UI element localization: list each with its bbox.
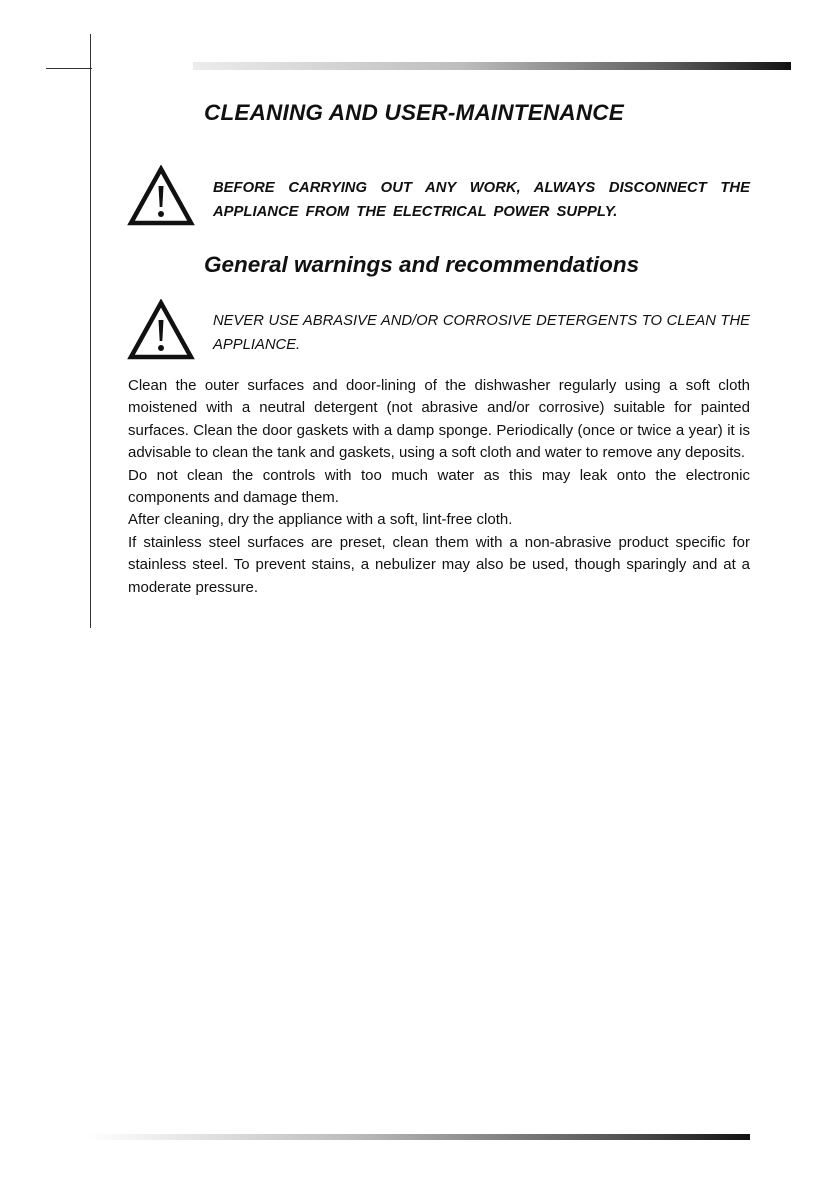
footer-gradient-bar [88,1134,750,1140]
paragraph: After cleaning, dry the appliance with a soft, lint-free cloth. [128,511,513,529]
paragraph: If stainless steel surfaces are preset, clean them with a non-abrasive product specific for stainless steel. To prevent stains, a nebulizer may also be used, though sparingly and at a moderate pressure. [128,533,750,596]
section-title: CLEANING AND USER-MAINTENANCE [204,100,624,125]
paragraph: Clean the outer surfaces and door-lining of the dishwasher regularly using a soft cloth moistened with a neutral detergent (not abrasive and/or corrosive) suitable for painted surfaces. Clean the door gaskets with a damp sponge. Periodically (once or twice a year) it is advisable to clean the tank and gaskets, using a soft cloth and water to remove any deposits. [128,377,750,462]
power-disconnect-warning: BEFORE CARRYING OUT ANY WORK, ALWAYS DISCONNECT THE APPLIANCE FROM THE ELECTRICAL POWER SUPPLY. [213,180,750,220]
margin-vertical-rule [90,34,91,628]
warning-triangle-icon [127,165,195,227]
detergent-warning: NEVER USE ABRASIVE AND/OR CORROSIVE DETERGENTS TO CLEAN THE APPLIANCE. [213,313,750,353]
header-gradient-bar [193,62,791,70]
cleaning-instructions [128,375,750,599]
paragraph: Do not clean the controls with too much water as this may leak onto the electronic components and damage them. [128,466,750,507]
subsection-title: General warnings and recommendations [204,252,640,277]
margin-horizontal-rule [46,68,92,69]
warning-triangle-icon [127,299,195,361]
